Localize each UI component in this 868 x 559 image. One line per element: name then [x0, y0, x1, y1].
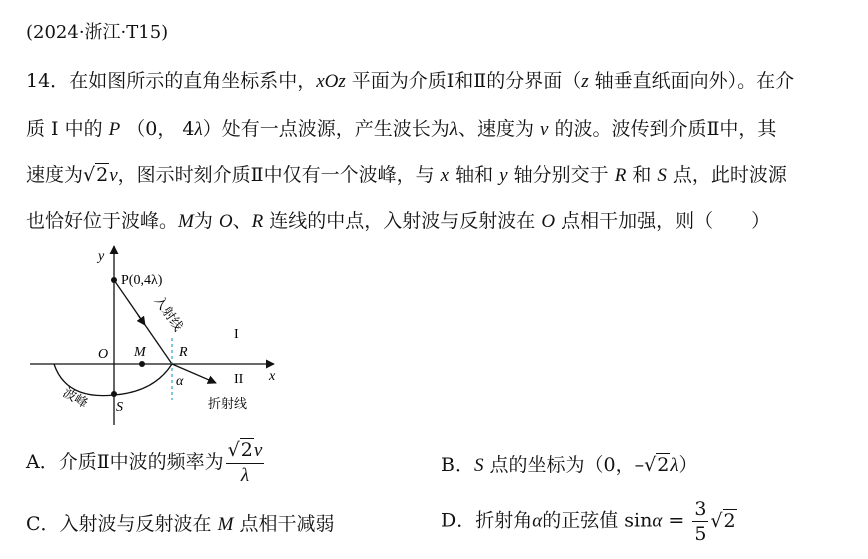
text: 平面为介质Ⅰ和Ⅱ的分界面（	[345, 70, 582, 92]
question-line-1	[26, 66, 794, 93]
text: 轴和	[449, 164, 500, 186]
point-r-symbol: R	[614, 165, 627, 186]
option-a[interactable]	[26, 438, 266, 488]
radicand: 2	[240, 439, 253, 461]
refracted-label: 折射线	[208, 396, 248, 411]
text: 也恰好位于波峰。	[26, 210, 179, 232]
text: 、速度为	[457, 118, 541, 140]
radicand: 2	[657, 454, 670, 476]
crest-label: 波峰	[60, 384, 91, 411]
point-r-symbol: R	[251, 211, 264, 232]
numerator: 3	[694, 498, 707, 520]
velocity-symbol: v	[540, 119, 549, 140]
option-a-fraction: $\frac{√2v}{\lambda}$	[227, 439, 263, 486]
text: 质 Ⅰ 中的	[26, 118, 109, 140]
option-a-text: A．介质Ⅱ中波的频率为	[26, 451, 224, 473]
point-m	[139, 361, 145, 367]
text: 的正弦值 sin	[542, 509, 653, 532]
plane-name: xOz	[316, 71, 346, 92]
text: 点的坐标为（0，	[483, 454, 635, 476]
lambda-symbol: λ	[670, 455, 679, 476]
point-r-label: R	[179, 345, 188, 360]
text: 、	[232, 210, 252, 232]
option-d-fraction	[692, 497, 708, 546]
text: 和	[626, 164, 658, 186]
radicand: 2	[723, 509, 736, 532]
minus-sign: –	[634, 454, 645, 476]
point-p-symbol: P	[108, 119, 121, 140]
lambda-symbol: λ	[449, 119, 458, 140]
medium-2-label: II	[234, 372, 244, 387]
point-s	[111, 391, 117, 397]
alpha-symbol: α	[652, 510, 663, 532]
point-m-symbol: M	[217, 514, 234, 535]
y-axis-symbol: y	[499, 165, 508, 186]
text: 轴垂直纸面向外）。在介	[588, 70, 795, 92]
text: 速度为	[26, 164, 84, 186]
point-o-symbol: O	[541, 211, 556, 232]
incident-arrow	[138, 315, 145, 325]
origin-label: O	[98, 347, 109, 362]
text: 为	[193, 210, 219, 232]
medium-1-label: I	[234, 327, 239, 342]
denominator: 5	[694, 523, 707, 545]
text: 点相干减弱	[233, 513, 335, 535]
point-m-label: M	[134, 345, 146, 360]
coordinate-figure	[26, 240, 296, 425]
text: 点，此时波源	[666, 164, 787, 186]
option-d-text: D．折射角	[441, 509, 533, 532]
sqrt-expression: √2	[83, 164, 109, 186]
option-d[interactable]: D．折射角α的正弦值 sinα = $\frac{3}{5}$ √2	[441, 498, 736, 545]
point-s-symbol: S	[657, 165, 667, 186]
y-axis-label: y	[98, 249, 105, 264]
radicand: 2	[96, 164, 109, 186]
text: 在如图所示的直角坐标系中，	[69, 70, 317, 92]
text: 连线的中点，入射波与反射波在	[263, 210, 542, 232]
z-axis-symbol: z	[581, 71, 589, 92]
x-axis-symbol: x	[440, 165, 450, 186]
point-o-symbol: O	[218, 211, 233, 232]
x-axis-label: x	[269, 369, 276, 384]
text: 轴分别交于	[507, 164, 615, 186]
option-c-text: C．入射波与反射波在	[26, 513, 218, 535]
option-b-text: B．	[441, 454, 474, 476]
question-number: 14．	[26, 70, 70, 92]
point-s-label: S	[116, 400, 123, 415]
equals-sign: =	[662, 509, 691, 532]
alpha-symbol: α	[532, 510, 543, 532]
text: ）处有一点波源，产生波长为	[202, 118, 450, 140]
lambda-symbol: λ	[194, 119, 203, 140]
question-line-3	[26, 160, 787, 187]
text: 点相干加强，则（ ）	[555, 210, 771, 232]
option-b[interactable]: B．S 点的坐标为（0，–√2λ）	[441, 454, 698, 476]
point-m-symbol: M	[178, 211, 194, 232]
velocity-symbol: v	[109, 165, 118, 186]
text: ，图示时刻介质Ⅱ中仅有一个波峰，与	[117, 164, 441, 186]
text: （0， 4	[120, 118, 195, 140]
point-s-symbol: S	[473, 455, 484, 476]
option-c[interactable]	[26, 509, 334, 536]
velocity-symbol: v	[253, 440, 263, 461]
question-line-2	[26, 114, 776, 141]
source-tag: (2024·浙江·T15)	[26, 22, 169, 43]
incident-label: 入射线	[151, 293, 187, 334]
text: 的波。波传到介质Ⅱ中，其	[548, 118, 777, 140]
question-line-4	[26, 206, 770, 233]
lambda-symbol: λ	[240, 465, 250, 486]
text: ）	[678, 454, 698, 476]
point-p-label: P(0,4λ)	[121, 273, 163, 288]
alpha-label: α	[176, 374, 184, 389]
